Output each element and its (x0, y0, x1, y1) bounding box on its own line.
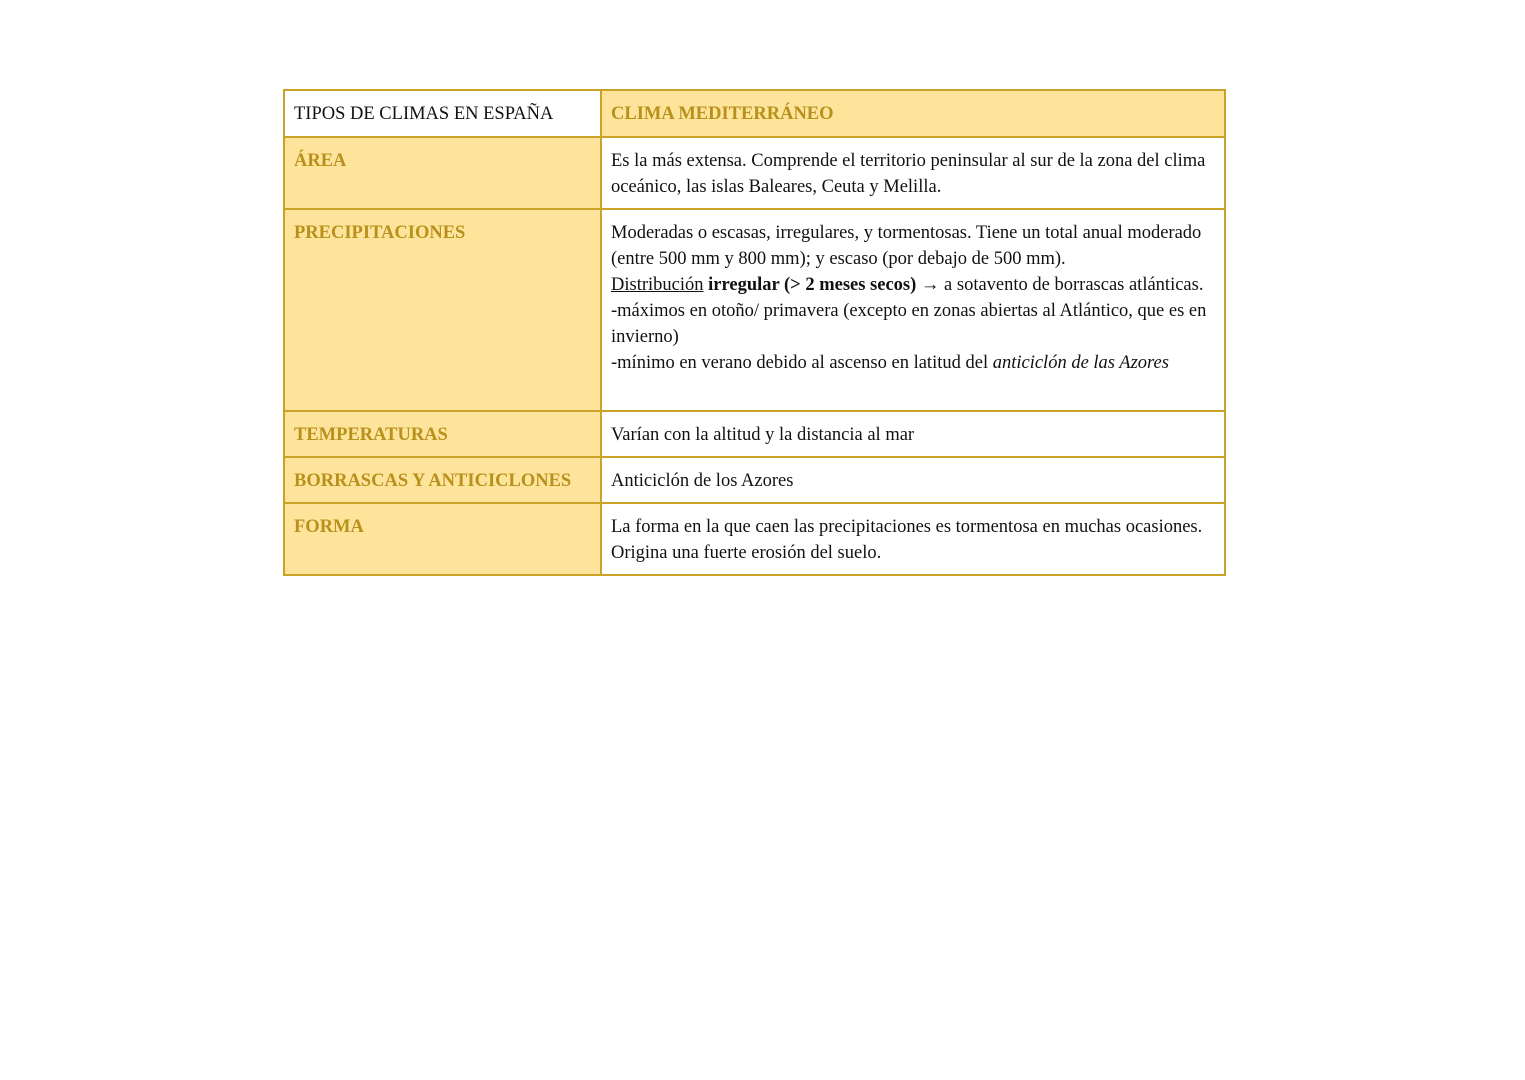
header-title-cell: TIPOS DE CLIMAS EN ESPAÑA (284, 90, 601, 137)
row-content-precipitaciones (601, 209, 1225, 411)
row-content-area: Es la más extensa. Comprende el territorio peninsular al sur de la zona del clima oceánico, las islas Baleares, Ceuta y Melilla. (601, 137, 1225, 209)
precip-line-minimum (611, 350, 1215, 376)
table-row-precipitaciones (284, 209, 1225, 411)
table-row-area (284, 137, 1225, 209)
table-row-forma (284, 503, 1225, 575)
row-label-area: ÁREA (284, 137, 601, 209)
row-content-temperaturas: Varían con la altitud y la distancia al mar (601, 411, 1225, 457)
row-label-forma: FORMA (284, 503, 601, 575)
header-climate-cell: CLIMA MEDITERRÁNEO (601, 90, 1225, 137)
minimum-italic: anticiclón de las Azores (992, 353, 1169, 373)
precip-line-distribution (611, 272, 1215, 298)
climate-table (283, 89, 1226, 576)
row-label-temperaturas: TEMPERATURAS (284, 411, 601, 457)
distribution-rest: → a sotavento de borrascas atlánticas. (920, 275, 1204, 295)
row-label-precipitaciones: PRECIPITACIONES (284, 209, 601, 411)
distribution-bold: irregular (> 2 meses secos) (708, 275, 917, 295)
row-content-forma: La forma en la que caen las precipitaciones es tormentosa en muchas ocasiones. Origina una fuerte erosión del suelo. (601, 503, 1225, 575)
precip-line-amount: Moderadas o escasas, irregulares, y tormentosas. Tiene un total anual moderado (entre 500 mm y 800 mm); y escaso (por debajo de 500 mm). (611, 223, 1202, 269)
row-label-borrascas: BORRASCAS Y ANTICICLONES (284, 457, 601, 503)
distribution-underlined: Distribución (611, 275, 704, 295)
precip-line-maximum: -máximos en otoño/ primavera (excepto en zonas abiertas al Atlántico, que es en invierno) (611, 301, 1207, 347)
table-row-borrascas (284, 457, 1225, 503)
table-header-row (284, 90, 1225, 137)
minimum-prefix: -mínimo en verano debido al ascenso en latitud del (611, 353, 989, 373)
table-row-temperaturas (284, 411, 1225, 457)
row-content-borrascas: Anticiclón de los Azores (601, 457, 1225, 503)
